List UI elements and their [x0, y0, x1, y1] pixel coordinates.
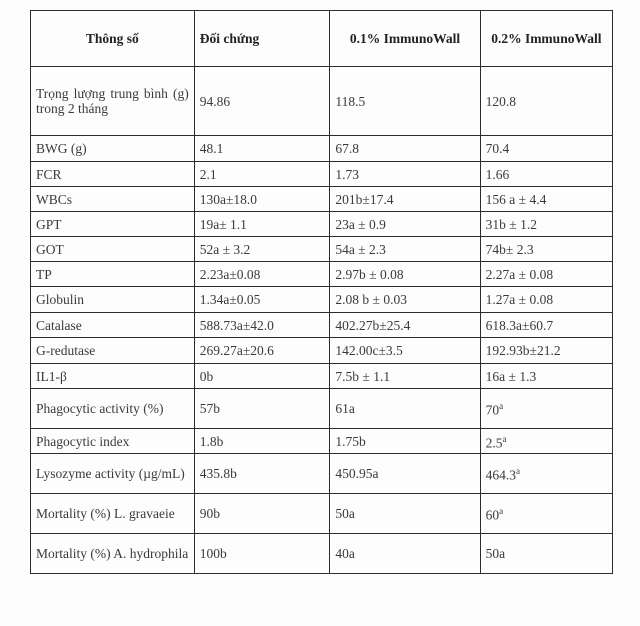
immunowall-02-value: 2.5$^a$: [480, 429, 612, 454]
control-value: 48.1: [194, 136, 330, 162]
control-value: 1.34a±0.05: [194, 287, 330, 313]
control-value: 100b: [194, 534, 330, 574]
row-parameter: Mortality (%) A. hydrophila: [31, 534, 195, 574]
table-row: [31, 67, 613, 136]
immunowall-02-value: 1.66: [480, 162, 612, 187]
table-row: [31, 494, 613, 534]
row-parameter: Phagocytic index: [31, 429, 195, 454]
results-table: [30, 10, 613, 574]
table-row: [31, 212, 613, 237]
immunowall-01-value: 40a: [330, 534, 480, 574]
immunowall-02-value: 192.93b±21.2: [480, 338, 612, 364]
control-value: 588.73a±42.0: [194, 313, 330, 338]
table-row: [31, 136, 613, 162]
row-parameter: Mortality (%) L. gravaeie: [31, 494, 195, 534]
immunowall-01-value: 402.27b±25.4: [330, 313, 480, 338]
immunowall-01-value: 23a ± 0.9: [330, 212, 480, 237]
table-row: [31, 364, 613, 389]
immunowall-01-value: 1.75b: [330, 429, 480, 454]
header-row: [31, 11, 613, 67]
significance-superscript: a: [499, 506, 504, 517]
row-parameter: FCR: [31, 162, 195, 187]
table-row: [31, 338, 613, 364]
immunowall-01-value: 7.5b ± 1.1: [330, 364, 480, 389]
table-row: [31, 262, 613, 287]
row-parameter: BWG (g): [31, 136, 195, 162]
immunowall-01-value: 118.5: [330, 67, 480, 136]
row-parameter: GPT: [31, 212, 195, 237]
immunowall-02-value: 120.8: [480, 67, 612, 136]
row-parameter: WBCs: [31, 187, 195, 212]
row-parameter: Catalase: [31, 313, 195, 338]
table-row: [31, 287, 613, 313]
row-parameter: Lysozyme activity (µg/mL): [31, 454, 195, 494]
header-immunowall-01: 0.1% ImmunoWall: [330, 11, 480, 67]
header-immunowall-02: 0.2% ImmunoWall: [480, 11, 612, 67]
control-value: 269.27a±20.6: [194, 338, 330, 364]
immunowall-02-value: 156 a ± 4.4: [480, 187, 612, 212]
table-row: [31, 162, 613, 187]
significance-superscript: a: [502, 433, 507, 444]
immunowall-02-value: 70.4: [480, 136, 612, 162]
table-row: [31, 313, 613, 338]
immunowall-01-value: 67.8: [330, 136, 480, 162]
immunowall-01-value: 1.73: [330, 162, 480, 187]
table-row: [31, 187, 613, 212]
control-value: 130a±18.0: [194, 187, 330, 212]
significance-superscript: a: [516, 466, 521, 477]
header-parameter: Thông số: [31, 11, 195, 67]
control-value: 2.23a±0.08: [194, 262, 330, 287]
immunowall-02-value: 50a: [480, 534, 612, 574]
row-parameter: Phagocytic activity (%): [31, 389, 195, 429]
immunowall-02-value: 31b ± 1.2: [480, 212, 612, 237]
table-row: [31, 454, 613, 494]
control-value: 435.8b: [194, 454, 330, 494]
control-value: 52a ± 3.2: [194, 237, 330, 262]
immunowall-01-value: 142.00c±3.5: [330, 338, 480, 364]
immunowall-02-value: 1.27a ± 0.08: [480, 287, 612, 313]
control-value: 0b: [194, 364, 330, 389]
row-parameter: IL1-β: [31, 364, 195, 389]
table-row: [31, 237, 613, 262]
control-value: 19a± 1.1: [194, 212, 330, 237]
row-parameter: Trọng lượng trung bình (g) trong 2 tháng: [31, 67, 195, 136]
table-row: [31, 534, 613, 574]
control-value: 90b: [194, 494, 330, 534]
immunowall-01-value: 61a: [330, 389, 480, 429]
immunowall-02-value: 74b± 2.3: [480, 237, 612, 262]
row-parameter: G-redutase: [31, 338, 195, 364]
immunowall-02-value: 464.3$^a$: [480, 454, 612, 494]
immunowall-01-value: 54a ± 2.3: [330, 237, 480, 262]
control-value: 57b: [194, 389, 330, 429]
control-value: 2.1: [194, 162, 330, 187]
immunowall-01-value: 201b±17.4: [330, 187, 480, 212]
header-control: Đối chứng: [194, 11, 330, 67]
immunowall-01-value: 50a: [330, 494, 480, 534]
row-parameter: GOT: [31, 237, 195, 262]
row-parameter: Globulin: [31, 287, 195, 313]
control-value: 94.86: [194, 67, 330, 136]
immunowall-02-value: 16a ± 1.3: [480, 364, 612, 389]
immunowall-01-value: 450.95a: [330, 454, 480, 494]
table-row: [31, 429, 613, 454]
significance-superscript: a: [499, 401, 504, 412]
table-row: [31, 389, 613, 429]
row-parameter: TP: [31, 262, 195, 287]
immunowall-02-value: 60$^a$: [480, 494, 612, 534]
immunowall-02-value: 70$^a$: [480, 389, 612, 429]
immunowall-01-value: 2.97b ± 0.08: [330, 262, 480, 287]
immunowall-01-value: 2.08 b ± 0.03: [330, 287, 480, 313]
immunowall-02-value: 618.3a±60.7: [480, 313, 612, 338]
control-value: 1.8b: [194, 429, 330, 454]
immunowall-02-value: 2.27a ± 0.08: [480, 262, 612, 287]
